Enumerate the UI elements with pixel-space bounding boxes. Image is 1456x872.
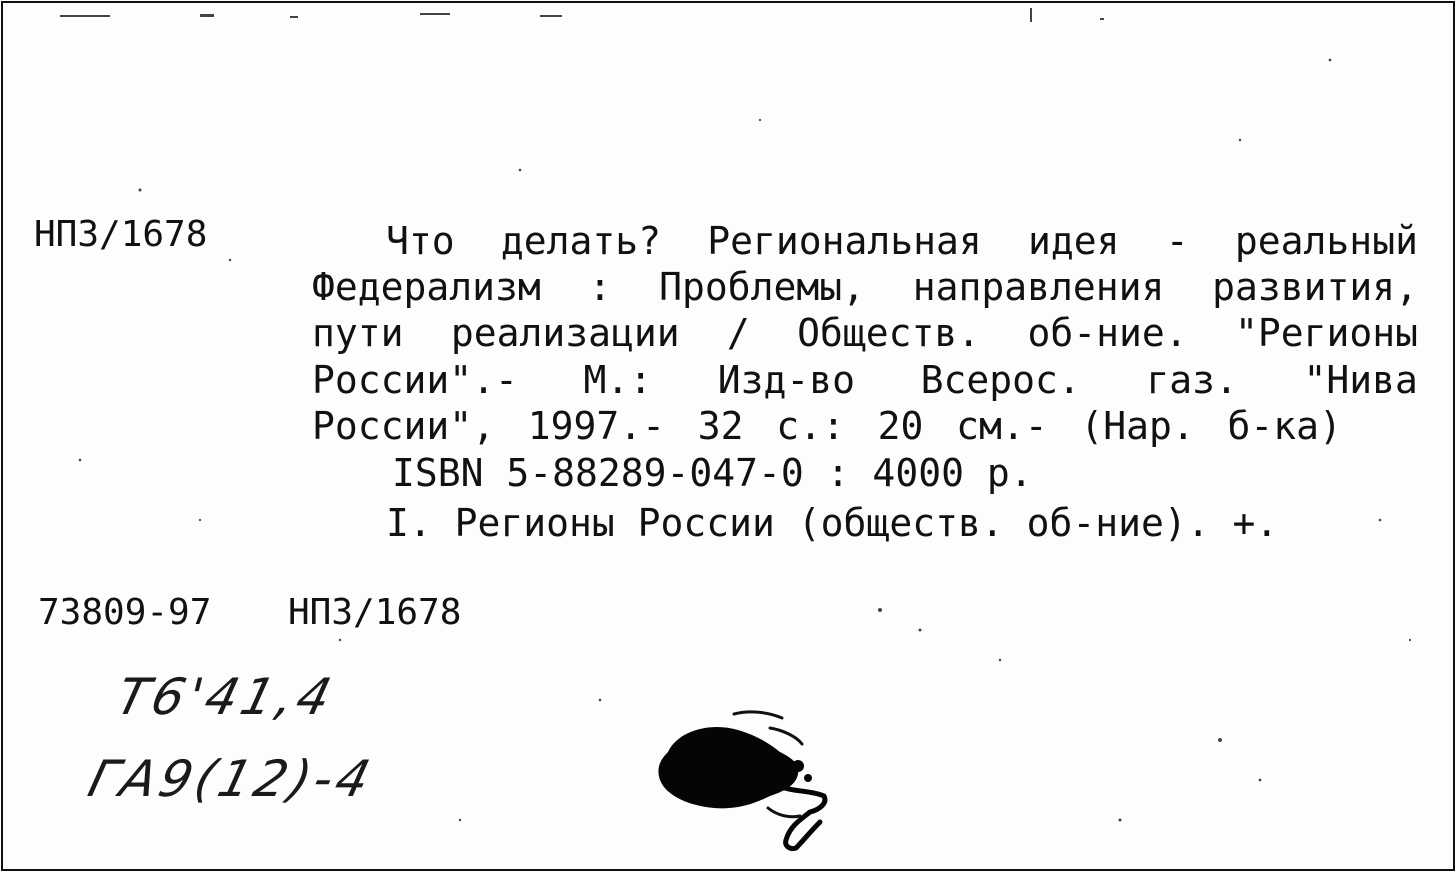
entry-word: развития, [1212,265,1418,309]
entry-title-line-3 [312,312,1418,354]
entry-word: "Нива [1303,358,1418,402]
entry-word: газ. [1146,358,1238,402]
entry-word: России".- [312,358,518,402]
registration-number: 73809-97 [38,592,212,633]
entry-word: реализации [450,311,680,355]
entry-word: б-ка) [1227,404,1342,448]
entry-word: Всерос. [920,358,1081,402]
entry-imprint-line-2 [312,405,1342,447]
entry-word: об-ние. [1027,311,1188,355]
entry-word: Изд-во [717,358,856,402]
entry-word: Федерализм [312,265,541,309]
entry-word: (Нар. [1080,404,1195,448]
entry-word: см.- [956,404,1048,448]
entry-word: "Регионы [1234,311,1418,355]
subject-line [386,502,1346,544]
entry-word: Обществ. [797,311,981,355]
subject-text: I. Регионы России (обществ. об-ние). +. [386,501,1279,545]
handwritten-classification-2: ГА9(12)-4 [82,750,380,808]
entry-word: с.: [776,404,845,448]
entry-word: делать? [500,219,662,263]
entry-word: : [588,265,612,309]
entry-word: Что [386,219,455,263]
entry-word: 1997.- [527,404,666,448]
isbn-text: ISBN 5-88289-047-0 : 4000 р. [392,451,1033,495]
entry-title-line-2 [312,266,1418,308]
shelfmark-bottom: НПЗ/1678 [288,592,462,633]
shelfmark-top: НПЗ/1678 [34,214,208,255]
entry-word: направления [912,265,1165,309]
entry-word: / [726,311,750,355]
entry-word: 32 [697,404,744,448]
entry-word: 20 [877,404,924,448]
entry-word: идея [1028,219,1120,263]
isbn-line [392,452,1092,494]
entry-word: России", [312,404,496,448]
entry-imprint-line-1 [312,359,1418,401]
ink-blot [650,700,840,860]
entry-word: Региональная [707,219,982,263]
entry-word: Проблемы, [659,265,865,309]
entry-word: реальный [1234,219,1418,263]
handwritten-classification-1: Т6'41,4 [110,668,341,726]
entry-word: пути [312,311,404,355]
entry-title-line-1 [386,220,1418,262]
entry-word: М.: [583,358,653,402]
entry-word: - [1165,219,1189,263]
